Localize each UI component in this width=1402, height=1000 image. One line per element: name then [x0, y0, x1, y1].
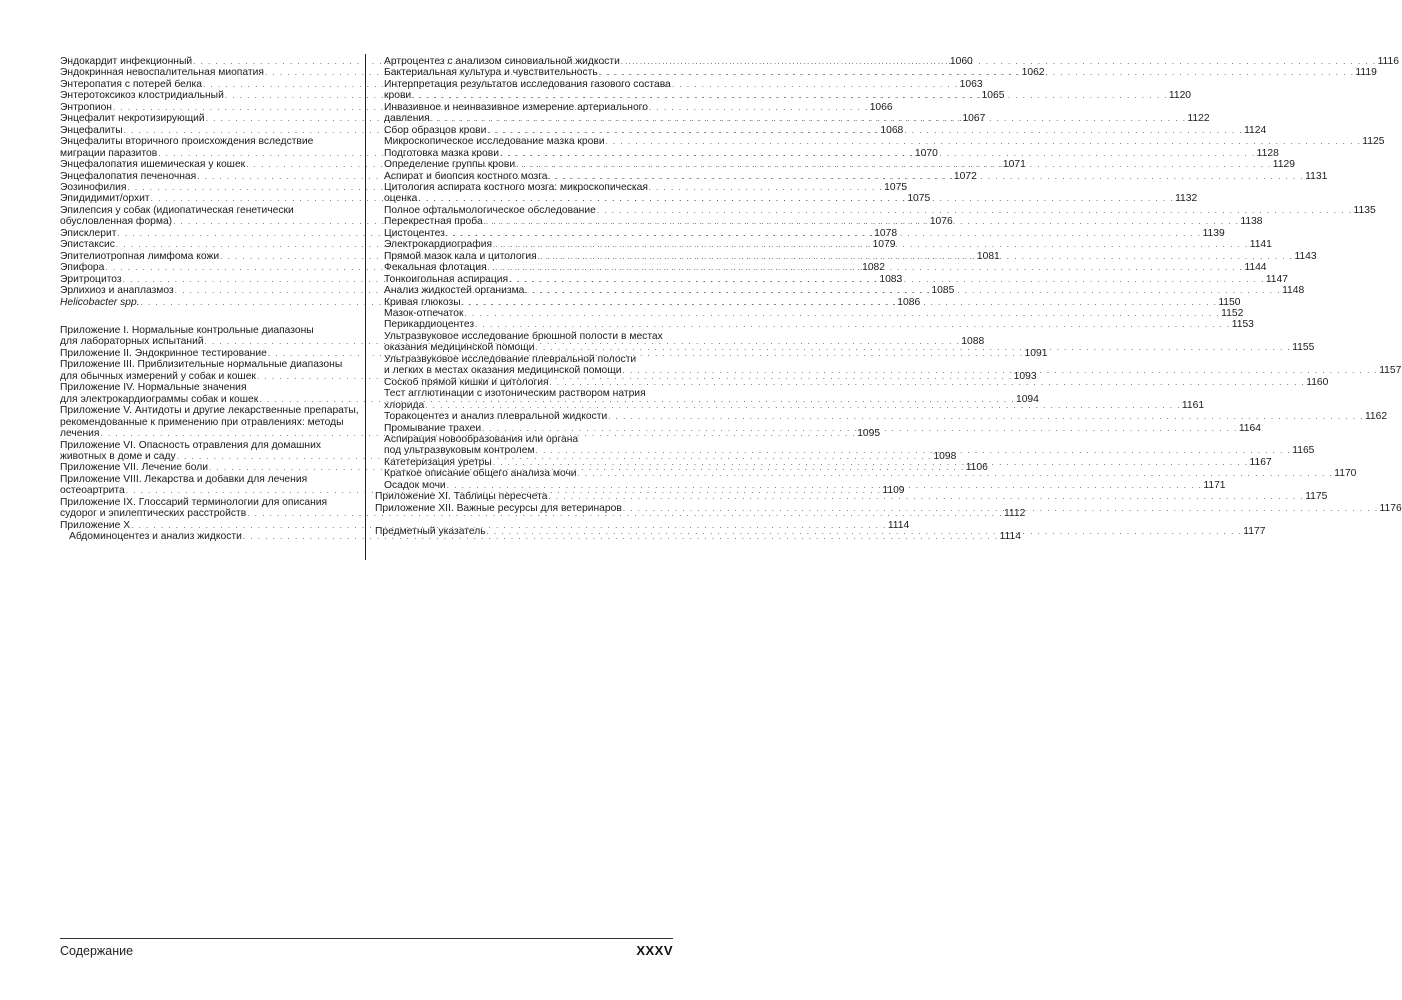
toc-page-number: 1076 — [929, 216, 953, 228]
toc-page-number: 1160 — [1306, 376, 1329, 388]
toc-entry-title: Эритроцитоз — [60, 273, 122, 285]
toc-page-number: 1062 — [1021, 67, 1045, 79]
toc-entry-title: Перикардиоцентез — [384, 319, 475, 331]
toc-entry-row — [384, 319, 1254, 331]
toc-entry-title: Эпифора — [60, 262, 105, 274]
toc-entry-title-line: Ультразвуковое исследование брюшной полости в местах — [384, 330, 663, 342]
toc-entry — [375, 411, 1388, 423]
toc-page-number: 1066 — [869, 101, 893, 113]
dot-leader — [623, 503, 1379, 514]
toc-entry-row — [384, 136, 1385, 148]
toc-page-number: 1171 — [1203, 479, 1226, 491]
toc-entry-title: Промывание трахеи — [384, 422, 482, 434]
toc-entry-title-line: Аспирация новообразования или органа — [384, 433, 579, 445]
toc-entry-title: Кривая глюкозы — [384, 296, 461, 308]
toc-entry-title: Бактериальная культура и чувствительность — [384, 67, 598, 79]
dot-leader — [482, 423, 1238, 434]
toc-page-number: 1150 — [1218, 296, 1241, 308]
dot-leader — [509, 274, 1265, 285]
toc-entry-title: Эпистаксис — [60, 239, 115, 251]
toc-entry-title: Приложение II. Эндокринное тестирование — [60, 347, 267, 359]
dot-leader — [464, 308, 1220, 319]
toc-entry-title-line: судорог и эпилептических расстройств — [60, 508, 247, 520]
toc-entry-title-line: под ультразвуковым контролем — [384, 445, 535, 457]
toc-entry-title: Энтропион — [60, 101, 112, 113]
footer-rule — [60, 938, 673, 939]
toc-page-number: 1177 — [1243, 526, 1266, 538]
dot-leader — [597, 205, 1353, 216]
toc-page-number: 1157 — [1379, 365, 1402, 377]
dot-leader — [447, 480, 1203, 491]
toc-entry-title: Абдоминоцентез и анализ жидкости — [69, 531, 242, 543]
toc-entry-title-line: животных в доме и саду — [60, 450, 176, 462]
toc-entry-title-line: обусловленная форма) — [60, 216, 173, 228]
dot-leader — [536, 342, 1292, 353]
toc-entry-title: Сбор образцов крови — [384, 124, 487, 136]
dot-leader — [500, 148, 1256, 159]
toc-page-number: 1083 — [879, 273, 903, 285]
toc-entry-title-line: Энцефалиты вторичного происхождения вследствие — [60, 136, 314, 148]
toc-page-number: 1132 — [1175, 193, 1198, 205]
dot-leader — [525, 285, 1281, 296]
toc-page-number: 1112 — [1003, 508, 1026, 520]
toc-page-number: 1119 — [1355, 67, 1377, 79]
toc-entry-title: Приложение XI. Таблицы пересчета — [375, 491, 548, 503]
toc-entry — [60, 519, 910, 531]
toc-page-number: 1079 — [872, 239, 896, 251]
toc-page-number: 1095 — [857, 428, 881, 440]
toc-entry-title: Тонкоигольная аспирация — [384, 273, 509, 285]
toc-entry-title-line: Инвазивное и неинвазивное измерение артериального — [384, 101, 648, 113]
toc-entry-title-line: давления — [384, 113, 430, 125]
dot-leader — [608, 411, 1364, 422]
toc-page-number: 1131 — [1305, 170, 1328, 182]
toc-page-number: 1094 — [1015, 393, 1039, 405]
toc-entry-title-line: Приложение IV. Нормальные значения — [60, 382, 247, 394]
toc-entry-title: Микроскопическое исследование мазка крови — [384, 136, 605, 148]
toc-entry-title-line: крови — [384, 90, 412, 102]
toc-page-number: 1071 — [1002, 159, 1026, 171]
toc-page-number: 1175 — [1305, 491, 1328, 503]
toc-page-number: 1143 — [1294, 250, 1317, 262]
dot-leader — [548, 171, 1304, 182]
toc-entry-title: Полное офтальмологическое обследование — [384, 204, 596, 216]
toc-entry-title: Приложение X — [60, 519, 131, 531]
toc-entry-title: Эрлихиоз и анаплазмоз — [60, 285, 174, 297]
toc-page-number: 1138 — [1240, 216, 1263, 228]
toc-page-number: 1075 — [907, 193, 931, 205]
toc-page-number: 1106 — [965, 462, 988, 474]
toc-entry — [375, 136, 1385, 148]
toc-page-number: 1135 — [1353, 204, 1376, 216]
toc-entry-title: Энцефалопатия печеночная — [60, 170, 197, 182]
toc-entry-title-line: Тест агглютинации с изотоническим раствором натрия — [384, 388, 646, 400]
toc-entry-title: Артроцентез с анализом синовиальной жидкости — [384, 56, 620, 67]
dot-leader — [418, 193, 1174, 204]
toc-page-number: 1070 — [914, 147, 938, 159]
toc-entry-title: Эозинофилия — [60, 181, 127, 193]
toc-entry-title: Предметный указатель — [375, 526, 486, 538]
footer-section-title: Содержание — [60, 944, 134, 958]
dot-leader — [578, 468, 1334, 479]
toc-page-number: 1109 — [882, 485, 905, 497]
toc-page-number: 1170 — [1334, 468, 1357, 480]
toc-entry — [375, 204, 1376, 216]
toc-page-number: 1082 — [862, 262, 886, 274]
toc-page-number: 1139 — [1202, 227, 1225, 239]
toc-entry-title-line: Ультразвуковое исследование плевральной полости — [384, 353, 637, 365]
toc-entry-title-line: оказания медицинской помощи — [384, 342, 535, 354]
toc-page-number: 1114 — [999, 531, 1021, 543]
toc-entry-title: Осадок мочи — [384, 479, 446, 491]
toc-entry-title: Helicobacter spp. — [60, 296, 140, 308]
toc-page-number: 1088 — [961, 336, 985, 348]
dot-leader — [606, 136, 1362, 147]
dot-leader — [538, 251, 1294, 262]
toc-entry-title-line: для лабораторных испытаний — [60, 336, 204, 348]
column-divider — [365, 54, 366, 560]
toc-page-number: 1075 — [884, 181, 908, 193]
toc-page-number: 1148 — [1282, 285, 1305, 297]
dot-leader — [487, 125, 1243, 136]
toc-page-number: 1098 — [933, 450, 957, 462]
dot-leader — [431, 113, 1187, 124]
toc-entry-title-line: рекомендованные к применению при отравлениях: методы — [60, 416, 344, 428]
toc-page-number: 1141 — [1249, 239, 1272, 251]
toc-entry-title: Электрокардиография — [384, 239, 493, 251]
toc-entry-row — [384, 307, 1244, 319]
dot-leader — [493, 457, 1249, 468]
dot-leader — [487, 526, 1243, 537]
toc-page-number: 1153 — [1231, 319, 1254, 331]
toc-page-number: 1152 — [1221, 307, 1244, 319]
toc-page-number: 1078 — [874, 227, 898, 239]
toc-page-number: 1167 — [1249, 456, 1272, 468]
toc-page-number: 1124 — [1244, 124, 1267, 136]
dot-leader — [425, 400, 1181, 411]
dot-leader — [493, 239, 1249, 250]
toc-entry-row — [384, 411, 1388, 423]
toc-entry-title-line: для обычных измерений у собак и кошек — [60, 370, 256, 382]
toc-page-number: 1128 — [1256, 147, 1279, 159]
toc-entry-title: Фекальная флотация — [384, 262, 487, 274]
toc-entry-title: Соскоб прямой кишки и цитология — [384, 376, 549, 388]
toc-entry-row — [60, 519, 910, 531]
toc-entry-title-line: миграции паразитов — [60, 147, 158, 159]
toc-page-number: 1093 — [1013, 370, 1037, 382]
dot-leader — [462, 297, 1218, 308]
toc-entry-title: Подготовка мазка крови — [384, 147, 499, 159]
toc-page-number: 1176 — [1379, 502, 1402, 514]
toc-page-number: 1091 — [1024, 347, 1048, 359]
toc-entry-title-line: остеоартрита — [60, 485, 125, 497]
toc-entry-title-line: для электрокардиограммы собак и кошек — [60, 393, 259, 405]
dot-leader — [536, 445, 1292, 456]
toc-entry-row — [384, 204, 1376, 216]
toc-entry-title: Цистоцентез — [384, 227, 445, 239]
toc-entry-title: Энцефалит некротизирующий — [60, 113, 205, 125]
toc-page-number: 1120 — [1168, 90, 1192, 102]
toc-entry-title: Аспират и биопсия костного мозга — [384, 170, 548, 182]
dot-leader — [599, 67, 1355, 78]
toc-entry-title: Эндокринная невоспалительная миопатия — [60, 67, 264, 79]
toc-page-number: 1122 — [1187, 113, 1210, 125]
toc-entry-title: Эписклерит — [60, 227, 117, 239]
toc-page-number: 1086 — [897, 296, 921, 308]
toc-entry-title-line: лечения — [60, 428, 100, 440]
toc-entry-title: Прямой мазок кала и цитология — [384, 250, 537, 262]
dot-leader — [446, 228, 1202, 239]
toc-entry-title: Приложение VII. Лечение боли — [60, 462, 208, 474]
toc-page-number: 1068 — [880, 124, 904, 136]
toc-page-number: 1063 — [959, 78, 983, 90]
section-gap — [375, 514, 672, 526]
toc-page-number: 1161 — [1181, 399, 1205, 411]
toc-entry — [375, 307, 1244, 319]
toc-entry-title: Торакоцентез и анализ плевральной жидкости — [384, 411, 608, 423]
toc-entry-title-line: и легких в местах оказания медицинской помощи — [384, 365, 622, 377]
toc-entry-title: Энтеротоксикоз клостридиальный — [60, 90, 224, 102]
toc-page-number: 1125 — [1362, 136, 1385, 148]
dot-leader — [412, 90, 1168, 101]
toc-entry-title-line: Интерпретация результатов исследования газового состава — [384, 78, 671, 90]
dot-leader — [548, 491, 1304, 502]
toc-page-number: 1067 — [962, 113, 986, 125]
toc-page-number: 1162 — [1364, 411, 1388, 423]
dot-leader — [488, 262, 1244, 273]
toc-page-number: 1072 — [953, 170, 977, 182]
dot-leader — [484, 216, 1240, 227]
toc-entry-title: Определение группы крови — [384, 159, 516, 171]
toc-entry-title-line: Приложение VI. Опасность отравления для домашних — [60, 439, 322, 451]
footer-page-number: XXXV — [636, 943, 673, 958]
toc-page-number: 1085 — [931, 285, 955, 297]
toc-page-number: 1164 — [1238, 422, 1261, 434]
toc-entry-title: Анализ жидкостей организма — [384, 285, 525, 297]
toc-entry-title-line: Приложение IX. Глоссарий терминологии для описания — [60, 496, 328, 508]
toc-entry-title-line: Приложение V. Антидоты и другие лекарственные препараты, — [60, 405, 359, 417]
toc-page-number: 1114 — [887, 519, 910, 531]
toc-entry-title: Эпителиотропная лимфома кожи — [60, 250, 220, 262]
toc-entry-title-line: Цитология аспирата костного мозга: микроскопическая — [384, 181, 648, 193]
dot-leader — [550, 377, 1306, 388]
toc-page-number: 1147 — [1265, 273, 1288, 285]
toc-entry-title: Энтеропатия с потерей белка — [60, 78, 202, 90]
dot-leader — [623, 365, 1379, 376]
toc-entry-title-line: Эпилепсия у собак (идиопатическая генетически — [60, 204, 294, 216]
toc-entry-title-line: Приложение VIII. Лекарства и добавки для лечения — [60, 473, 308, 485]
toc-page-number: 1081 — [976, 250, 1000, 262]
toc-entry-title: Мазок-отпечаток — [384, 307, 464, 319]
toc-entry-title-line: хлорида — [384, 399, 425, 411]
toc-page-number: 1155 — [1292, 342, 1315, 354]
toc-page-number: 1065 — [981, 90, 1005, 102]
toc-page-number: 1129 — [1272, 159, 1295, 171]
toc-entry-title: Эпидидимит/орхит — [60, 193, 150, 205]
dot-leader — [475, 319, 1231, 330]
dot-leader — [516, 159, 1272, 170]
toc-entry-title: Энцефалиты — [60, 124, 123, 136]
toc-entry-title: Эндокардит инфекционный — [60, 56, 193, 67]
toc-entry-title: Энцефалопатия ишемическая у кошек — [60, 159, 246, 171]
toc-entry-title: Приложение XII. Важные ресурсы для ветеринаров — [375, 502, 622, 514]
toc-entry-title: Перекрестная проба — [384, 216, 483, 228]
toc-page-number: 1060 — [949, 56, 973, 67]
toc-page-number: 1165 — [1292, 445, 1315, 457]
toc-entry-title: Катетеризация уретры — [384, 456, 492, 468]
dot-leader — [621, 56, 1377, 67]
toc-entry-title-line: Приложение I. Нормальные контрольные диапазоны — [60, 324, 314, 336]
toc-entry-title-line: оценка — [384, 193, 418, 205]
toc-page-number: 1116 — [1377, 56, 1399, 67]
toc-entry — [375, 319, 1254, 331]
toc-entry-title-line: Приложение III. Приблизительные нормальные диапазоны — [60, 359, 343, 371]
toc-page-number: 1144 — [1244, 262, 1267, 274]
toc-entry-title: Краткое описание общего анализа мочи — [384, 468, 577, 480]
section-gap — [60, 308, 356, 325]
